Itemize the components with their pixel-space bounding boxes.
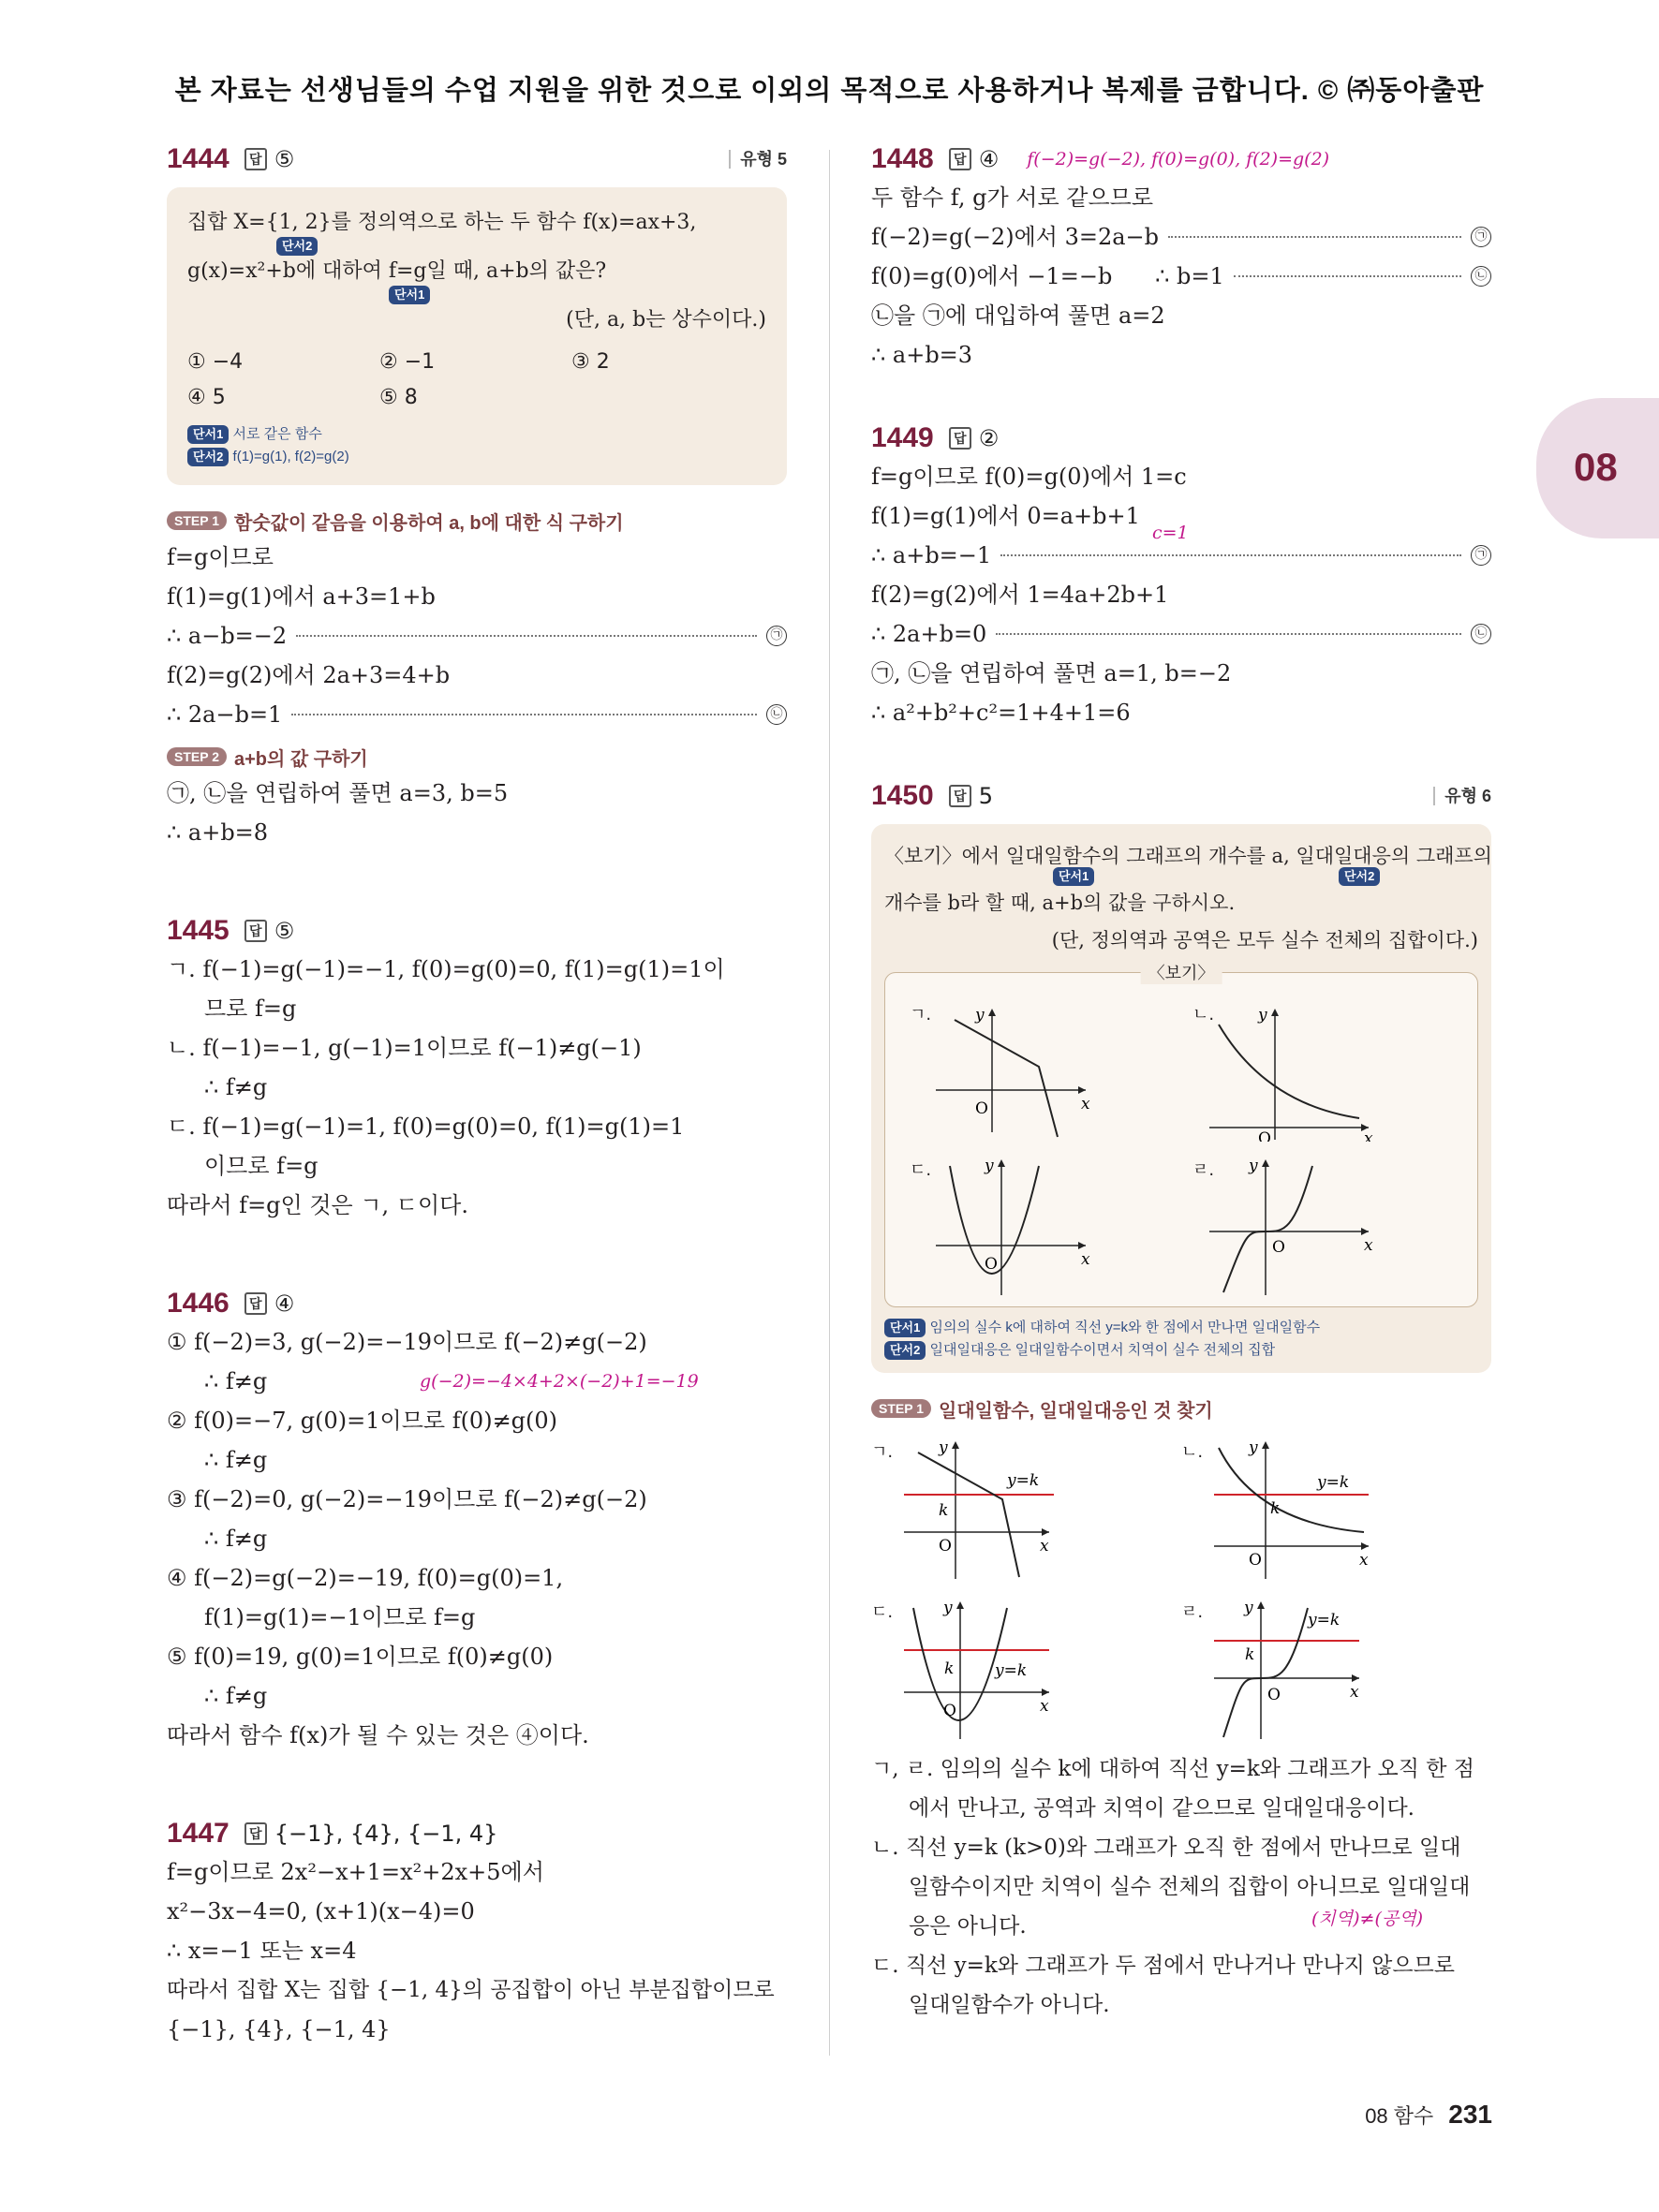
graph-a (898, 992, 1181, 1142)
chapter-side-number: 08 (1574, 445, 1618, 489)
answer-value: ④ (978, 146, 1000, 172)
problem-1450 (871, 777, 1491, 2025)
right-column (871, 140, 1491, 2025)
solution-line: ㄱ. f(−1)=g(−1)=−1, f(0)=g(0)=0, f(1)=g(1)=1이 (167, 956, 725, 982)
problem-1449 (871, 420, 1491, 732)
y-axis-label: y (1244, 1599, 1253, 1617)
solution-line: 에서 만나고, 공역과 치역이 같으므로 일대일대응이다. (909, 1796, 1415, 1821)
x-axis-label: x (1040, 1537, 1049, 1556)
step-title: 함숫값이 같음을 이용하여 a, b에 대한 식 구하기 (234, 512, 624, 534)
hint-marker: 단서1 (389, 286, 430, 304)
problem-number: 1449 (871, 422, 934, 453)
solution-line: ③ f(−2)=0, g(−2)=−19이므로 f(−2)≠g(−2) (167, 1486, 647, 1512)
answer-value: ⑤ (274, 918, 295, 944)
answer-badge: 답 (244, 1292, 267, 1315)
solution-line: ∴ a²+b²+c²=1+4+1=6 (871, 700, 1131, 726)
origin-label: O (1258, 1129, 1271, 1142)
solution-line: ∴ 2a+b=0 (871, 621, 987, 647)
answer-badge: 답 (244, 920, 267, 942)
hint-marker: 단서1 (1053, 867, 1094, 886)
solution-line: f(1)=g(1)=−1이므로 f=g (204, 1604, 476, 1630)
solution-line: ㄴ. 직선 y=k (k>0)와 그래프가 오직 한 점에서 만나므로 일대 (871, 1836, 1461, 1860)
page-number: 231 (1448, 2100, 1492, 2129)
solution-line: {−1}, {4}, {−1, 4} (167, 2016, 391, 2042)
graph-c-plot (898, 1147, 1179, 1297)
annotation-note: f(−2)=g(−2), f(0)=g(0), f(2)=g(2) (1027, 149, 1330, 170)
line-label: y=k (1317, 1473, 1350, 1492)
solution-line: ㄴ. f(−1)=−1, g(−1)=1이므로 f(−1)≠g(−1) (167, 1035, 642, 1061)
hint-marker: 단서2 (1339, 867, 1380, 886)
solution-line: ㄷ. 직선 y=k와 그래프가 두 점에서 만나거나 만나지 않으므로 (871, 1954, 1456, 1978)
choice: ⑤ 8 (379, 386, 418, 409)
type-tag: 유형 6 (1433, 787, 1491, 805)
solution-line: ∴ f≠g (204, 1447, 268, 1473)
equation-marker: ㉡ (766, 704, 787, 725)
graph-d (1181, 1147, 1464, 1297)
solution-line: ∴ f≠g (204, 1526, 268, 1552)
solution-line: f(2)=g(2)에서 2a+3=4+b (167, 662, 451, 688)
answer-value: ④ (274, 1290, 295, 1317)
solution-line: ∴ f≠g (204, 1074, 268, 1100)
k-label: k (944, 1659, 955, 1678)
y-axis-label: y (985, 1157, 994, 1175)
equation-marker: ㉡ (1471, 266, 1491, 287)
solution-graph-d-plot (1181, 1589, 1462, 1744)
solution-line: 따라서 함수 f(x)가 될 수 있는 것은 ④이다. (167, 1722, 589, 1748)
hint-text: 서로 같은 함수 (232, 426, 322, 442)
step-label: STEP 1 (167, 511, 227, 530)
annotation-note: g(−2)=−4×4+2×(−2)+1=−19 (420, 1371, 699, 1392)
equation-marker: ㉠ (1471, 545, 1491, 566)
graph-label: ㄴ. (1192, 1005, 1215, 1025)
graph-label: ㄹ. (1181, 1602, 1204, 1622)
solution-line: ∴ f≠g (204, 1683, 268, 1709)
question-condition: (단, 정의역과 공역은 모두 실수 전체의 집합이다.) (1051, 929, 1478, 951)
problem-1448 (871, 140, 1491, 375)
choice: ③ 2 (571, 350, 610, 374)
solution-line: ㉠, ㉡을 연립하여 풀면 a=3, b=5 (167, 780, 509, 806)
annotation-note: c=1 (1152, 523, 1189, 543)
solution-line: 일대일함수가 아니다. (909, 1993, 1110, 2017)
graph-a-plot (898, 992, 1179, 1142)
step-title: a+b의 값 구하기 (234, 748, 368, 770)
question-line: 개수를 b라 할 때, a+b의 값을 구하시오. (884, 892, 1236, 914)
problem-1447 (167, 1815, 787, 2049)
solution-line: f(1)=g(1)에서 a+3=1+b (167, 583, 436, 610)
solution-graph-c-plot (871, 1589, 1152, 1744)
hint-text: 일대일대응은 일대일함수이면서 치역이 실수 전체의 집합 (929, 1342, 1276, 1358)
solution-graph-d (1181, 1589, 1491, 1744)
choice: ② −1 (379, 350, 436, 374)
problem-number: 1447 (167, 1818, 230, 1849)
question-box (871, 824, 1491, 1373)
solution-line: ∴ f≠g (204, 1368, 268, 1394)
problem-number: 1450 (871, 780, 934, 811)
graph-label: ㄱ. (871, 1442, 894, 1462)
origin-label: O (1249, 1551, 1262, 1570)
problem-1446 (167, 1285, 787, 1755)
solution-graph-c (871, 1589, 1181, 1744)
question-condition: (단, a, b는 상수이다.) (566, 308, 766, 332)
answer-value: ② (978, 425, 1000, 451)
y-axis-label: y (939, 1438, 948, 1457)
solution-line: f(−2)=g(−2)에서 3=2a−b (871, 224, 1159, 250)
left-column (167, 140, 787, 2049)
graph-label: ㄷ. (871, 1602, 894, 1622)
answer-badge: 답 (949, 148, 971, 170)
question-line: 〈보기〉에서 일대일함수의 그래프의 개수를 a, 일대일대응의 그래프의 (884, 845, 1492, 867)
answer-badge: 답 (244, 1822, 267, 1845)
column-divider (829, 150, 830, 2056)
solution-line: ∴ a+b=8 (167, 819, 269, 846)
question-line: g(x)=x²+b에 대하여 f=g일 때, a+b의 값은? (187, 259, 607, 283)
solution-line: ∴ a+b=−1 (871, 542, 992, 568)
equation-marker: ㉠ (1471, 227, 1491, 247)
equation-marker: ㉡ (1471, 624, 1491, 644)
line-label: y=k (1308, 1611, 1341, 1630)
line-label: y=k (995, 1661, 1028, 1680)
bogi-box (884, 964, 1478, 1307)
equation-marker: ㉠ (766, 626, 787, 646)
answer-badge: 답 (244, 148, 267, 170)
solution-line: 두 함수 f, g가 서로 같으므로 (871, 184, 1154, 211)
solution-line: 므로 f=g (204, 995, 297, 1022)
line-label: y=k (1007, 1471, 1040, 1490)
solution-line: ⑤ f(0)=19, g(0)=1이므로 f(0)≠g(0) (167, 1644, 554, 1670)
solution-line: 응은 아니다. (909, 1914, 1027, 1939)
solution-line: f=g이므로 (167, 544, 274, 570)
answer-badge: 답 (949, 785, 971, 807)
answer-badge: 답 (949, 427, 971, 450)
problem-number: 1444 (167, 143, 230, 174)
annotation-note: (치역)≠(공역) (1311, 1909, 1423, 1929)
origin-label: O (1272, 1238, 1285, 1257)
y-axis-label: y (1249, 1157, 1258, 1175)
solution-line: ① f(−2)=3, g(−2)=−19이므로 f(−2)≠g(−2) (167, 1329, 647, 1355)
solution-line: 이므로 f=g (204, 1153, 318, 1179)
choice: ④ 5 (187, 386, 226, 409)
y-axis-label: y (975, 1006, 985, 1025)
origin-label: O (985, 1255, 998, 1274)
hint-label: 단서1 (187, 425, 229, 444)
bogi-title: 〈보기〉 (1141, 960, 1222, 984)
hint-label: 단서2 (884, 1341, 926, 1360)
problem-1444 (167, 140, 787, 852)
x-axis-label: x (1040, 1697, 1049, 1716)
solution-line: ㄷ. f(−1)=g(−1)=1, f(0)=g(0)=0, f(1)=g(1)=1 (167, 1113, 685, 1140)
problem-1445 (167, 912, 787, 1225)
x-axis-label: x (1364, 1129, 1373, 1142)
problem-number: 1448 (871, 143, 934, 174)
hint-marker: 단서2 (276, 237, 318, 256)
origin-label: O (1267, 1686, 1281, 1704)
y-axis-label: y (943, 1599, 953, 1617)
origin-label: O (975, 1099, 988, 1118)
graph-label: ㄷ. (910, 1160, 932, 1180)
question-line: 집합 X={1, 2}를 정의역으로 하는 두 함수 f(x)=ax+3, (187, 211, 697, 234)
x-axis-label: x (1081, 1095, 1090, 1113)
solution-graph-a-plot (871, 1429, 1152, 1584)
solution-line: 따라서 집합 X는 집합 {−1, 4}의 공집합이 아닌 부분집합이므로 (167, 1978, 775, 2002)
solution-line: ④ f(−2)=g(−2)=−19, f(0)=g(0)=1, (167, 1565, 564, 1591)
x-axis-label: x (1364, 1236, 1373, 1255)
hint-label: 단서1 (884, 1319, 926, 1337)
solution-line: ㉡을 ㉠에 대입하여 풀면 a=2 (871, 302, 1165, 329)
x-axis-label: x (1359, 1551, 1369, 1570)
hint-text: 임의의 실수 k에 대하여 직선 y=k와 한 점에서 만나면 일대일함수 (929, 1320, 1321, 1335)
solution-line: f(2)=g(2)에서 1=4a+2b+1 (871, 582, 1169, 608)
footer-chapter: 08 함수 (1365, 2104, 1434, 2128)
solution-line: f(1)=g(1)에서 0=a+b+1 (871, 503, 1140, 529)
solution-graph-b-plot (1181, 1429, 1462, 1584)
page-footer (1365, 2100, 1492, 2130)
answer-value: ⑤ (274, 146, 295, 172)
solution-graph-b (1181, 1429, 1491, 1584)
solution-line: 따라서 f=g인 것은 ㄱ, ㄷ이다. (167, 1192, 468, 1218)
solution-line: ∴ x=−1 또는 x=4 (167, 1938, 357, 1964)
x-axis-label: x (1081, 1250, 1090, 1269)
solution-line: ∴ 2a−b=1 (167, 701, 283, 728)
answer-value: {−1}, {4}, {−1, 4} (274, 1821, 498, 1847)
x-axis-label: x (1350, 1683, 1359, 1702)
step-label: STEP 2 (167, 747, 227, 766)
choice: ① −4 (187, 350, 244, 374)
solution-line: x²−3x−4=0, (x+1)(x−4)=0 (167, 1898, 475, 1924)
hint-label: 단서2 (187, 448, 229, 466)
type-tag: 유형 5 (729, 150, 787, 169)
y-axis-label: y (1258, 1006, 1267, 1025)
problem-number: 1446 (167, 1288, 230, 1319)
k-label: k (1270, 1499, 1281, 1518)
graph-c (898, 1147, 1181, 1297)
solution-line: f=g이므로 2x²−x+1=x²+2x+5에서 (167, 1859, 544, 1885)
y-axis-label: y (1249, 1438, 1258, 1457)
solution-graph-a (871, 1429, 1181, 1584)
graph-b-plot (1181, 992, 1462, 1142)
solution-line: f(0)=g(0)에서 −1=−b ∴ b=1 (871, 263, 1224, 289)
step-title: 일대일함수, 일대일대응인 것 찾기 (939, 1400, 1213, 1422)
solution-line: 일함수이지만 치역이 실수 전체의 집합이 아니므로 일대일대 (909, 1875, 1471, 1899)
graph-label: ㄴ. (1181, 1442, 1204, 1462)
answer-value: 5 (978, 783, 994, 809)
origin-label: O (943, 1702, 956, 1720)
graph-d-plot (1181, 1147, 1462, 1297)
copyright-header: 본 자료는 선생님들의 수업 지원을 위한 것으로 이외의 목적으로 사용하거나 복제를 금합니다. © ㈜동아출판 (174, 76, 1485, 106)
origin-label: O (939, 1537, 952, 1556)
graph-b (1181, 992, 1464, 1142)
solution-line: ㉠, ㉡을 연립하여 풀면 a=1, b=−2 (871, 660, 1232, 686)
solution-line: ∴ a+b=3 (871, 342, 973, 368)
solution-line: ② f(0)=−7, g(0)=1이므로 f(0)≠g(0) (167, 1408, 558, 1434)
k-label: k (1245, 1645, 1255, 1664)
question-box (167, 187, 787, 485)
hint-text: f(1)=g(1), f(2)=g(2) (232, 449, 349, 465)
k-label: k (939, 1501, 949, 1520)
solution-line: f=g이므로 f(0)=g(0)에서 1=c (871, 464, 1187, 490)
problem-number: 1445 (167, 915, 230, 946)
solution-line: ㄱ, ㄹ. 임의의 실수 k에 대하여 직선 y=k와 그래프가 오직 한 점 (871, 1757, 1474, 1781)
graph-label: ㄱ. (910, 1005, 932, 1025)
step-label: STEP 1 (871, 1399, 931, 1418)
solution-line: ∴ a−b=−2 (167, 623, 288, 649)
graph-label: ㄹ. (1192, 1160, 1215, 1180)
